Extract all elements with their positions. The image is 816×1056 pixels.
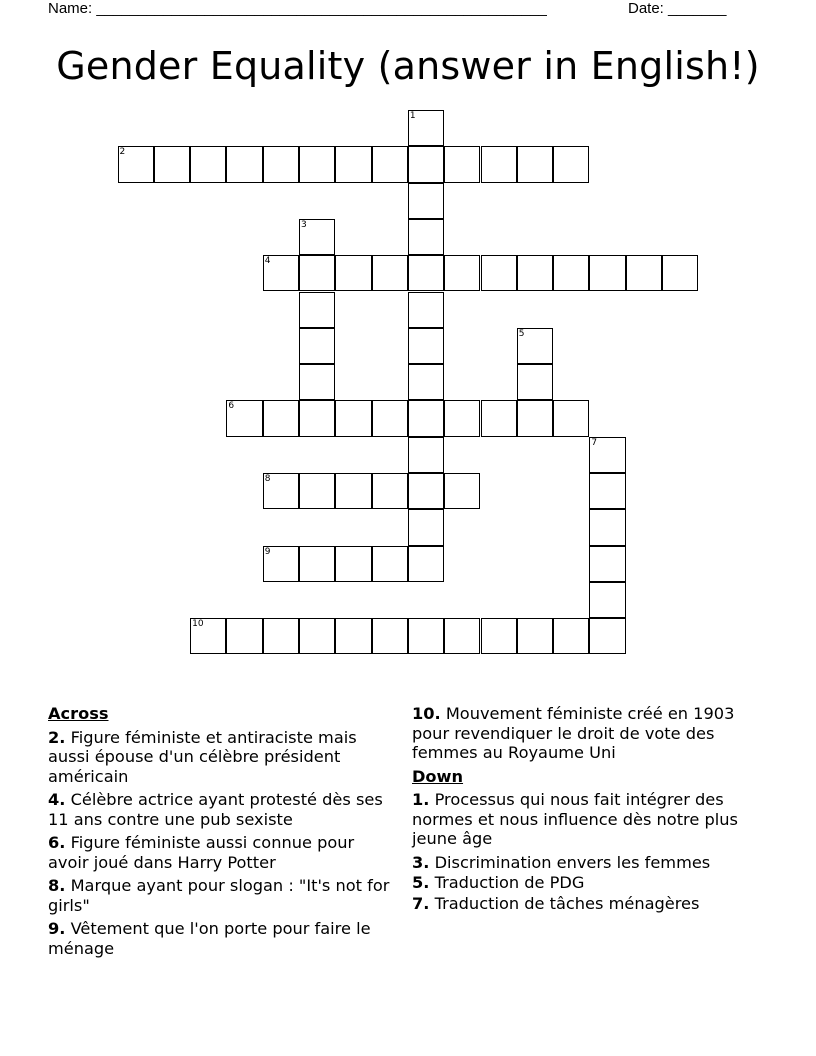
- clue-text: Célèbre actrice ayant protesté dès ses 11 ans contre une pub sexiste: [48, 790, 383, 829]
- date-field[interactable]: Date: _______: [628, 0, 727, 17]
- crossword-cell[interactable]: [226, 146, 262, 182]
- crossword-cell[interactable]: [263, 400, 299, 436]
- clue-number-label: 5: [518, 328, 525, 339]
- crossword-cell[interactable]: [444, 146, 480, 182]
- crossword-cell[interactable]: [589, 618, 625, 654]
- crossword-cell[interactable]: [408, 618, 444, 654]
- crossword-cell[interactable]: [589, 473, 625, 509]
- crossword-cell[interactable]: [408, 509, 444, 545]
- crossword-cell[interactable]: [372, 255, 408, 291]
- clue-number-label: 1: [409, 111, 416, 121]
- crossword-cell[interactable]: [335, 618, 371, 654]
- clue-number-label: 10: [192, 619, 204, 630]
- crossword-cell[interactable]: [408, 219, 444, 255]
- crossword-cell[interactable]: [517, 400, 553, 436]
- crossword-cell[interactable]: [408, 328, 444, 364]
- clue-number-label: 4: [264, 256, 271, 267]
- crossword-cell[interactable]: [444, 400, 480, 436]
- down-heading: Down: [412, 766, 464, 786]
- clue-number: 3.: [412, 852, 430, 872]
- crossword-cell[interactable]: [299, 328, 335, 364]
- clue-number: 8.: [48, 876, 66, 895]
- crossword-cell[interactable]: [662, 255, 698, 291]
- crossword-cell[interactable]: [553, 400, 589, 436]
- clue-across-9: [48, 919, 393, 958]
- clues-column-left: [48, 704, 393, 962]
- crossword-cell[interactable]: [481, 255, 517, 291]
- crossword-cell[interactable]: [154, 146, 190, 182]
- clue-down-3: [412, 853, 772, 873]
- crossword-cell[interactable]: [589, 255, 625, 291]
- clues-column-right: [412, 704, 772, 917]
- clue-text: Marque ayant pour slogan : "It's not for girls": [48, 876, 390, 915]
- crossword-cell[interactable]: [589, 546, 625, 582]
- crossword-cell[interactable]: [118, 146, 154, 182]
- page-title: Gender Equality (answer in English!): [56, 44, 760, 88]
- crossword-cell[interactable]: [408, 364, 444, 400]
- crossword-cell[interactable]: [263, 618, 299, 654]
- crossword-cell[interactable]: [263, 546, 299, 582]
- clue-text: Traduction de PDG: [434, 873, 585, 892]
- clue-number-label: 6: [228, 401, 235, 412]
- clue-number: 4.: [48, 790, 66, 809]
- crossword-cell[interactable]: [335, 400, 371, 436]
- clue-number: 7.: [412, 893, 430, 913]
- crossword-cell[interactable]: [299, 292, 335, 328]
- clue-number-label: 9: [264, 546, 271, 557]
- crossword-cell[interactable]: [553, 146, 589, 182]
- crossword-cell[interactable]: [408, 183, 444, 219]
- crossword-cell[interactable]: [481, 146, 517, 182]
- crossword-cell[interactable]: [408, 437, 444, 473]
- crossword-cell[interactable]: [408, 146, 444, 182]
- crossword-cell[interactable]: [299, 364, 335, 400]
- crossword-cell[interactable]: [372, 618, 408, 654]
- clue-text: Figure féministe et antiraciste mais aussi épouse d'un célèbre président américain: [48, 727, 357, 786]
- clue-number: 2.: [48, 727, 66, 747]
- crossword-cell[interactable]: [335, 473, 371, 509]
- crossword-cell[interactable]: [589, 509, 625, 545]
- crossword-cell[interactable]: [372, 400, 408, 436]
- crossword-cell[interactable]: [517, 364, 553, 400]
- clue-text: Discrimination envers les femmes: [434, 852, 711, 872]
- crossword-cell[interactable]: [589, 582, 625, 618]
- crossword-cell[interactable]: [408, 546, 444, 582]
- crossword-cell[interactable]: [299, 473, 335, 509]
- clue-across-10: [412, 704, 772, 763]
- crossword-cell[interactable]: [408, 110, 444, 146]
- crossword-cell[interactable]: [263, 146, 299, 182]
- clue-text: Figure féministe aussi connue pour avoir joué dans Harry Potter: [48, 833, 355, 872]
- crossword-cell[interactable]: [408, 473, 444, 509]
- name-field[interactable]: Name: ______________________________________________________: [48, 0, 547, 17]
- crossword-cell[interactable]: [190, 146, 226, 182]
- crossword-cell[interactable]: [372, 473, 408, 509]
- clue-number-label: 8: [264, 474, 271, 484]
- crossword-cell[interactable]: [190, 618, 226, 654]
- crossword-cell[interactable]: [481, 618, 517, 654]
- clue-text: Traduction de tâches ménagères: [434, 893, 700, 913]
- crossword-cell[interactable]: [372, 146, 408, 182]
- crossword-cell[interactable]: [299, 400, 335, 436]
- crossword-cell[interactable]: [517, 146, 553, 182]
- clue-number: 1.: [412, 790, 430, 809]
- clue-down-5: [412, 873, 772, 893]
- crossword-cell[interactable]: [517, 328, 553, 364]
- crossword-cell[interactable]: [481, 400, 517, 436]
- clue-number-label: 3: [301, 219, 307, 230]
- crossword-cell[interactable]: [517, 255, 553, 291]
- clue-down-1: [412, 790, 772, 849]
- crossword-cell[interactable]: [226, 618, 262, 654]
- clue-number: 6.: [48, 833, 66, 852]
- crossword-cell[interactable]: [299, 219, 335, 255]
- crossword-cell[interactable]: [335, 146, 371, 182]
- clue-number: 10.: [412, 704, 441, 723]
- clue-number: 5.: [412, 873, 430, 892]
- clue-across-6: [48, 833, 393, 872]
- crossword-cell[interactable]: [299, 546, 335, 582]
- crossword-cell[interactable]: [444, 255, 480, 291]
- crossword-cell[interactable]: [263, 473, 299, 509]
- clue-number-label: 7: [591, 437, 598, 448]
- crossword-cell[interactable]: [226, 400, 262, 436]
- crossword-cell[interactable]: [408, 255, 444, 291]
- crossword-cell[interactable]: [335, 255, 371, 291]
- across-heading: Across: [48, 704, 109, 723]
- clue-text: Vêtement que l'on porte pour faire le ménage: [48, 919, 371, 958]
- crossword-cell[interactable]: [444, 473, 480, 509]
- crossword-cell[interactable]: [444, 618, 480, 654]
- clue-down-7: [412, 894, 772, 914]
- crossword-cell[interactable]: [372, 546, 408, 582]
- clue-across-2: [48, 728, 393, 787]
- clue-text: Mouvement féministe créé en 1903 pour revendiquer le droit de vote des femmes au Royaume Uni: [412, 704, 735, 762]
- clue-number: 9.: [48, 919, 66, 938]
- crossword-cell[interactable]: [626, 255, 662, 291]
- clue-across-8: [48, 876, 393, 915]
- crossword-cell[interactable]: [517, 618, 553, 654]
- crossword-cell[interactable]: [408, 292, 444, 328]
- crossword-cell[interactable]: [299, 255, 335, 291]
- crossword-cell[interactable]: [263, 255, 299, 291]
- crossword-cell[interactable]: [553, 618, 589, 654]
- crossword-cell[interactable]: [299, 618, 335, 654]
- crossword-cell[interactable]: [589, 437, 625, 473]
- clue-number-label: 2: [119, 147, 126, 158]
- crossword-cell[interactable]: [408, 400, 444, 436]
- clue-across-4: [48, 790, 393, 829]
- crossword-cell[interactable]: [553, 255, 589, 291]
- crossword-cell[interactable]: [335, 546, 371, 582]
- crossword-cell[interactable]: [299, 146, 335, 182]
- clue-text: Processus qui nous fait intégrer des normes et nous influence dès notre plus jeune âge: [412, 790, 738, 848]
